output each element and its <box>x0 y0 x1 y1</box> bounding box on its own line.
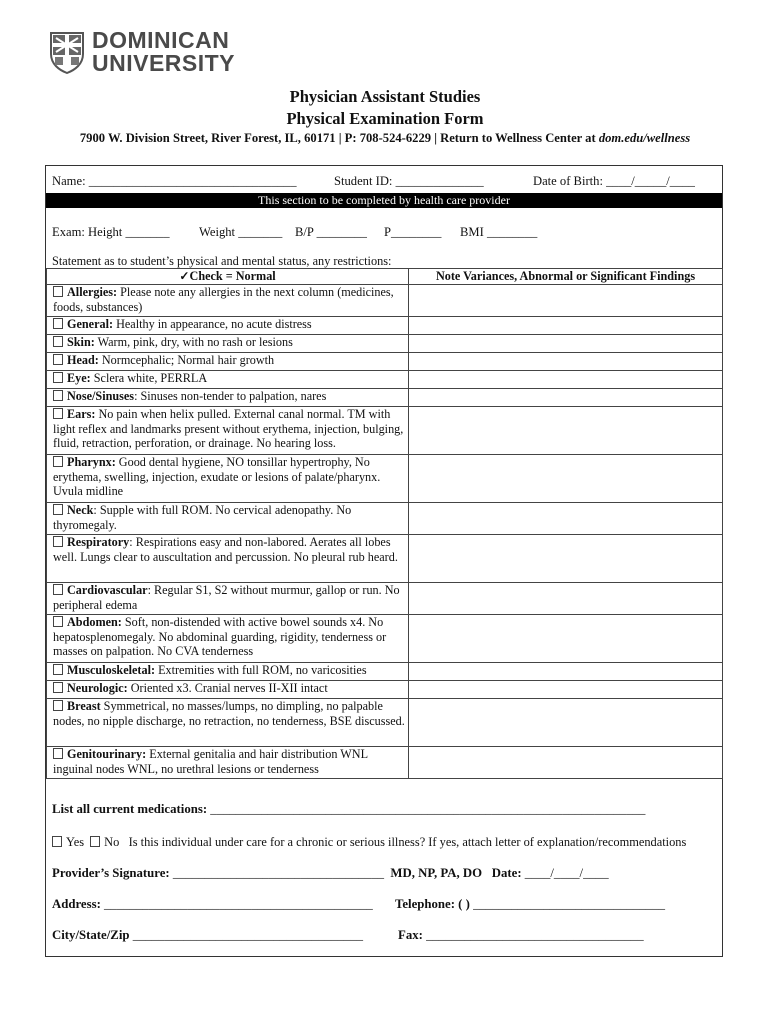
address-text: 7900 W. Division Street, River Forest, IL, 60171 | P: 708-524-6229 | Return to Wellness Center at <box>79 131 599 145</box>
checkbox[interactable] <box>53 456 63 467</box>
row-pharynx <box>47 455 409 503</box>
row-breast <box>47 699 409 747</box>
row-skin <box>47 335 409 353</box>
findings-cell[interactable] <box>409 747 723 779</box>
checkbox[interactable] <box>53 372 63 383</box>
table-row <box>47 503 723 535</box>
medications-label: List all current medications: <box>52 802 208 816</box>
row-nose <box>47 389 409 407</box>
row-text: Warm, pink, dry, with no rash or lesions <box>94 335 293 349</box>
table-row <box>47 615 723 663</box>
variances-header: Note Variances, Abnormal or Significant Findings <box>409 269 723 285</box>
signature-row <box>52 866 609 881</box>
fax-label: Fax: <box>398 928 423 942</box>
signature-line[interactable]: _________________________________ <box>169 866 385 880</box>
row-label: Genitourinary: <box>67 747 147 761</box>
date-label: Date: <box>491 866 522 880</box>
row-text: : Regular S1, S2 without murmur, gallop or run. No peripheral edema <box>53 583 400 612</box>
row-allergies <box>47 285 409 317</box>
row-cardiovascular <box>47 583 409 615</box>
row-text: Oriented x3. Cranial nerves II-XII intact <box>127 681 328 695</box>
table-row <box>47 317 723 335</box>
logo-line-2: UNIVERSITY <box>92 50 236 76</box>
checkbox[interactable] <box>53 682 63 693</box>
city-row <box>52 928 363 943</box>
table-row <box>47 407 723 455</box>
checkbox[interactable] <box>53 408 63 419</box>
row-label: Nose/Sinuses <box>67 389 135 403</box>
row-label: Cardiovascular <box>67 583 148 597</box>
name-field[interactable]: Name: _________________________________ <box>52 174 297 188</box>
row-label: Eye: <box>67 371 91 385</box>
row-text: External genitalia and hair distribution WNL inguinal nodes WNL, no urethral lesions or tenderness <box>53 747 368 776</box>
row-text: : Supple with full ROM. No cervical adenopathy. No thyromegaly. <box>53 503 352 532</box>
row-text: Sclera white, PERRLA <box>90 371 208 385</box>
findings-cell[interactable] <box>409 317 723 335</box>
checkbox[interactable] <box>53 504 63 515</box>
row-genitourinary <box>47 747 409 779</box>
row-general <box>47 317 409 335</box>
city-line[interactable]: ____________________________________ <box>129 928 364 942</box>
table-row <box>47 583 723 615</box>
findings-cell[interactable] <box>409 681 723 699</box>
yes-label: Yes <box>66 835 85 849</box>
findings-cell[interactable] <box>409 285 723 317</box>
address-field-line[interactable]: __________________________________________ <box>100 897 373 911</box>
checkbox[interactable] <box>53 390 63 401</box>
row-text: Healthy in appearance, no acute distress <box>113 317 312 331</box>
checkbox[interactable] <box>53 536 63 547</box>
status-statement: Statement as to student’s physical and mental status, any restrictions: <box>52 254 392 268</box>
no-label: No <box>104 835 120 849</box>
row-label: Respiratory <box>67 535 130 549</box>
table-row <box>47 335 723 353</box>
checkbox[interactable] <box>53 354 63 365</box>
row-label: Pharynx: <box>67 455 116 469</box>
student-id-field[interactable]: Student ID: ______________ <box>334 174 484 188</box>
row-label: Skin: <box>67 335 95 349</box>
care-question-row <box>52 835 686 850</box>
telephone-label: Telephone: ( ) <box>395 897 470 911</box>
row-label: Ears: <box>67 407 96 421</box>
table-row <box>47 455 723 503</box>
findings-cell[interactable] <box>409 663 723 681</box>
checkbox[interactable] <box>53 286 63 297</box>
findings-cell[interactable] <box>409 535 723 583</box>
check-normal-header: ✓Check = Normal <box>47 269 409 285</box>
logo-line-1: DOMINICAN <box>92 27 230 53</box>
row-text: Normcephalic; Normal hair growth <box>98 353 275 367</box>
medications-line[interactable]: ____________________________________________________________________ <box>207 802 646 816</box>
care-question: Is this individual under care for a chronic or serious illness? If yes, attach letter of explanation/recommendations <box>128 835 687 849</box>
medications-field[interactable] <box>52 802 645 817</box>
date-line[interactable]: ____/____/____ <box>521 866 609 880</box>
signature-label: Provider’s Signature: <box>52 866 170 880</box>
row-label: Abdomen: <box>67 615 122 629</box>
table-row <box>47 747 723 779</box>
row-text: Extremities with full ROM, no varicosities <box>155 663 367 677</box>
row-label: Neck <box>67 503 94 517</box>
row-text: Good dental hygiene, NO tonsillar hypertrophy, No erythema, swelling, injection, exudate or lesions of palate/pharynx. Uvula midline <box>53 455 381 498</box>
bmi-field[interactable]: BMI ________ <box>460 225 538 239</box>
row-text: : Sinuses non-tender to palpation, nares <box>134 389 327 403</box>
row-ears <box>47 407 409 455</box>
credentials-label: MD, NP, PA, DO <box>390 866 483 880</box>
findings-cell[interactable] <box>409 407 723 455</box>
address-label: Address: <box>52 897 101 911</box>
checkbox[interactable] <box>53 336 63 347</box>
checkbox[interactable] <box>53 700 63 711</box>
findings-cell[interactable] <box>409 353 723 371</box>
row-eye <box>47 371 409 389</box>
row-label: Musculoskeletal: <box>67 663 156 677</box>
table-row <box>47 353 723 371</box>
shield-icon <box>48 30 86 74</box>
findings-cell[interactable] <box>409 699 723 747</box>
table-row <box>47 535 723 583</box>
yes-checkbox[interactable] <box>52 836 62 847</box>
exam-table <box>46 268 723 779</box>
findings-cell[interactable] <box>409 335 723 353</box>
dob-field[interactable]: Date of Birth: ____/_____/____ <box>533 174 695 188</box>
findings-cell[interactable] <box>409 615 723 663</box>
university-logo <box>48 27 248 76</box>
row-text: Please note any allergies in the next column (medicines, foods, substances) <box>53 285 394 314</box>
table-row <box>47 389 723 407</box>
row-label: Allergies: <box>67 285 118 299</box>
findings-cell[interactable] <box>409 455 723 503</box>
address-line <box>0 131 770 146</box>
row-neurologic <box>47 681 409 699</box>
weight-field[interactable]: Weight _______ <box>199 225 283 239</box>
row-abdomen <box>47 615 409 663</box>
wellness-link[interactable]: dom.edu/wellness <box>598 131 691 145</box>
row-text: Symmetrical, no masses/lumps, no dimpling, no palpable nodes, no nipple discharge, no retraction, no tenderness, BSE discussed. <box>53 699 405 728</box>
table-row <box>47 285 723 317</box>
telephone-row <box>395 897 665 912</box>
findings-cell[interactable] <box>409 503 723 535</box>
address-row <box>52 897 373 912</box>
table-row <box>47 663 723 681</box>
findings-cell[interactable] <box>409 371 723 389</box>
row-head <box>47 353 409 371</box>
city-label: City/State/Zip <box>52 928 130 942</box>
row-respiratory <box>47 535 409 583</box>
table-row <box>47 699 723 747</box>
row-label: Neurologic: <box>67 681 128 695</box>
form-title: Physician Assistant Studies <box>289 87 481 106</box>
table-header <box>47 269 723 285</box>
checkbox[interactable] <box>53 584 63 595</box>
table-row <box>47 371 723 389</box>
row-text: : Respirations easy and non-labored. Aerates all lobes well. Lungs clear to auscultation and percussion. No pleural rub heard. <box>53 535 398 564</box>
fax-row <box>398 928 644 943</box>
row-label: Breast <box>67 699 101 713</box>
checkbox[interactable] <box>53 318 63 329</box>
no-checkbox[interactable] <box>90 836 100 847</box>
row-label: General: <box>67 317 114 331</box>
row-text: Soft, non-distended with active bowel sounds x4. No hepatosplenomegaly. No abdominal guarding, rigidity, tenderness or masses on palpation. No CVA tenderness <box>53 615 387 658</box>
checkbox[interactable] <box>53 664 63 675</box>
bp-field[interactable]: B/P ________ <box>295 225 367 239</box>
form-subtitle: Physical Examination Form <box>286 109 484 128</box>
height-field[interactable]: Exam: Height _______ <box>52 225 170 239</box>
row-neck <box>47 503 409 535</box>
row-text: No pain when helix pulled. External canal normal. TM with light reflex and landmarks present without erythema, injection, bulging, fluid, retraction, perforation, or drainage. No hearing loss. <box>53 407 404 450</box>
table-row <box>47 681 723 699</box>
fax-line[interactable]: __________________________________ <box>422 928 644 942</box>
row-musculoskeletal <box>47 663 409 681</box>
telephone-line[interactable]: ______________________________ <box>469 897 666 911</box>
findings-cell[interactable] <box>409 389 723 407</box>
checkbox[interactable] <box>53 748 63 759</box>
pulse-field[interactable]: P________ <box>384 225 442 239</box>
checkbox[interactable] <box>53 616 63 627</box>
findings-cell[interactable] <box>409 583 723 615</box>
provider-section-bar: This section to be completed by health care provider <box>46 193 722 208</box>
row-label: Head: <box>67 353 99 367</box>
